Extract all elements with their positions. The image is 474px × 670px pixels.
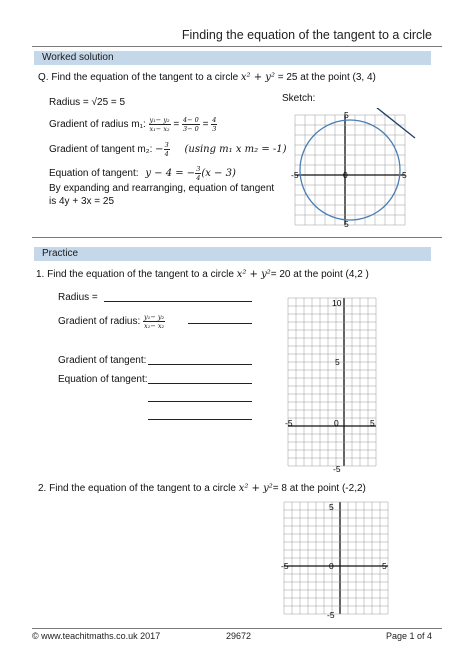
axis-label-left: -5 bbox=[281, 561, 289, 571]
q1-equation-label: Equation of tangent: bbox=[58, 374, 148, 385]
footer-rule bbox=[32, 628, 442, 629]
q2-equation: x² + y² bbox=[238, 483, 273, 494]
q1-equation-answer-line-3[interactable] bbox=[148, 419, 252, 420]
gradient-formula-fraction bbox=[149, 116, 171, 133]
minus-sign: − bbox=[155, 144, 164, 156]
equals-sign: = bbox=[202, 119, 209, 131]
fraction-numerator: 4 bbox=[212, 116, 217, 124]
footer-doc-number: 29672 bbox=[226, 631, 252, 641]
fraction-denominator: x₁− x₂ bbox=[144, 322, 165, 330]
section-heading-practice: Practice bbox=[34, 247, 431, 261]
gradient-result-fraction bbox=[211, 116, 217, 133]
axis-label-origin: 0 bbox=[329, 561, 334, 571]
q1-graph bbox=[284, 296, 380, 474]
equation-label: Equation of tangent: bbox=[49, 168, 139, 180]
q1-gradient-radius bbox=[58, 313, 165, 330]
fraction-denominator: 3 bbox=[212, 125, 217, 133]
footer-page-number: Page 1 of 4 bbox=[386, 631, 433, 641]
worked-gradient-radius bbox=[49, 116, 217, 133]
axis-label-origin: 0 bbox=[343, 170, 348, 180]
fraction-numerator: 3 bbox=[164, 141, 169, 149]
axis-label-mid: 5 bbox=[335, 357, 340, 367]
axis-label-bottom: -5 bbox=[333, 464, 341, 474]
fraction-numerator: 3 bbox=[196, 165, 201, 173]
worked-question-equation: x² + y² bbox=[240, 72, 275, 83]
worked-question-text: Q. Find the equation of the tangent to a circle bbox=[38, 72, 239, 83]
q1-radius-answer-line[interactable] bbox=[104, 301, 252, 302]
worked-equation bbox=[49, 165, 236, 182]
q1-point: = 20 at the point (4,2 ) bbox=[270, 269, 369, 280]
axis-label-bottom: -5 bbox=[327, 610, 335, 620]
axis-label-bottom: 5 bbox=[344, 219, 349, 228]
axis-label-left: -5 bbox=[291, 170, 299, 180]
q2-text: 2. Find the equation of the tangent to a circle bbox=[38, 483, 236, 494]
axis-label-origin: 0 bbox=[334, 418, 339, 428]
q1-gradient-tangent-answer-line[interactable] bbox=[148, 364, 252, 365]
section-heading-worked: Worked solution bbox=[34, 51, 431, 65]
section-rule bbox=[32, 237, 442, 238]
fraction-denominator: x₁− x₂ bbox=[149, 125, 170, 133]
fraction-denominator: 4 bbox=[196, 174, 201, 182]
worked-question-point: = 25 at the point (3, 4) bbox=[277, 72, 376, 83]
q1-gradient-fraction bbox=[143, 313, 165, 330]
axis-label-right: 5 bbox=[370, 418, 375, 428]
gradient-radius-label: Gradient of radius m₁: bbox=[49, 119, 146, 131]
header-rule bbox=[32, 46, 442, 47]
q1-equation-answer-line-2[interactable] bbox=[148, 401, 252, 402]
q2-point: = 8 at the point (-2,2) bbox=[272, 483, 366, 494]
gradient-substituted-fraction bbox=[182, 116, 200, 133]
axis-label-top: 5 bbox=[329, 502, 334, 512]
q1-gradient-tangent-label: Gradient of tangent: bbox=[58, 355, 147, 366]
fraction-numerator: y₁− y₂ bbox=[149, 116, 170, 124]
worked-expand-line-1: By expanding and rearranging, equation of tangent bbox=[49, 183, 275, 194]
worked-question bbox=[38, 72, 376, 83]
sketch-label: Sketch: bbox=[282, 93, 316, 104]
q1-radius-label: Radius = bbox=[58, 292, 98, 303]
gradient-tangent-note: (using m₁ x m₂ = -1) bbox=[184, 144, 287, 156]
gradient-tangent-fraction bbox=[164, 141, 170, 158]
q1-equation: x² + y² bbox=[236, 269, 271, 280]
axis-label-right: 5 bbox=[382, 561, 387, 571]
axis-label-top: 10 bbox=[332, 298, 342, 308]
axis-label-top: 5 bbox=[344, 110, 349, 120]
footer-copyright: © www.teachitmaths.co.uk 2017 bbox=[32, 631, 161, 641]
worked-gradient-tangent bbox=[49, 141, 287, 158]
q1-gradient-radius-answer-line[interactable] bbox=[188, 323, 252, 324]
fraction-numerator: 4− 0 bbox=[183, 116, 199, 124]
axis-label-left: -5 bbox=[285, 418, 293, 428]
q1-text: 1. Find the equation of the tangent to a circle bbox=[36, 269, 234, 280]
practice-q1 bbox=[36, 269, 369, 280]
fraction-numerator: y₁− y₂ bbox=[144, 313, 165, 321]
graph-grid bbox=[288, 298, 376, 466]
q1-equation-answer-line-1[interactable] bbox=[148, 383, 252, 384]
worked-expand-line-2: is 4y + 3x = 25 bbox=[49, 196, 115, 207]
equation-lhs: y − 4 = − bbox=[145, 168, 196, 180]
gradient-tangent-label: Gradient of tangent m₂: bbox=[49, 144, 153, 156]
fraction-denominator: 3− 0 bbox=[183, 125, 199, 133]
graph-grid bbox=[295, 115, 405, 225]
page-title: Finding the equation of the tangent to a circle bbox=[181, 28, 432, 42]
worked-radius: Radius = √25 = 5 bbox=[49, 97, 126, 108]
practice-q2 bbox=[38, 483, 366, 494]
q1-gradient-radius-label: Gradient of radius: bbox=[58, 316, 141, 328]
axis-label-right: 5 bbox=[402, 170, 407, 180]
equation-rhs: (x − 3) bbox=[201, 168, 236, 180]
fraction-denominator: 4 bbox=[164, 150, 169, 158]
worked-sketch-graph bbox=[290, 108, 416, 228]
equals-sign: = bbox=[173, 119, 180, 131]
q2-graph bbox=[280, 500, 392, 620]
graph-grid bbox=[284, 502, 388, 614]
